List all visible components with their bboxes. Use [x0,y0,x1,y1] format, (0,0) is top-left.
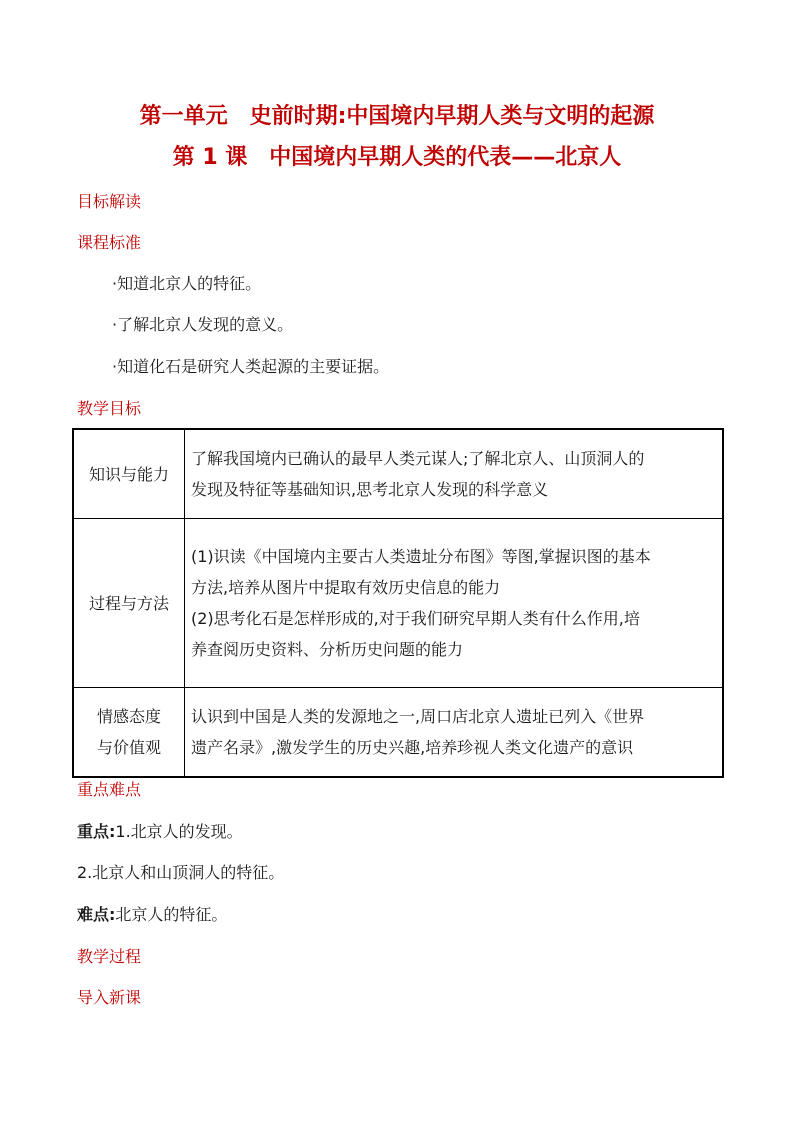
goal-category-label: 情感态度 [96,707,161,726]
heading-teaching-goals: 教学目标 [77,399,142,418]
difficult-point-text: 北京人的特征。 [115,905,228,924]
teaching-goals-table [72,428,724,778]
heading-goal-reading: 目标解读 [77,192,142,211]
goal-category [73,688,185,778]
goal-category [73,429,185,519]
heading-key-points: 重点难点 [77,780,142,799]
goal-description [185,519,724,688]
key-point-text: 1.北京人的发现。 [115,822,243,841]
curriculum-item: ·了解北京人发现的意义。 [112,315,294,334]
table-row [73,429,723,519]
difficult-point-line [77,905,227,925]
table-row [73,688,723,778]
goal-category-label: 知识与能力 [88,464,169,484]
goal-text: (1)识读《中国境内主要古人类遗址分布图》等图,掌握识图的基本 [191,547,651,566]
goal-text: 了解我国境内已确认的最早人类元谋人;了解北京人、山顶洞人的 [191,449,645,468]
goal-category-label: 与价值观 [96,738,161,757]
curriculum-item: ·知道化石是研究人类起源的主要证据。 [112,357,390,376]
goal-text: 认识到中国是人类的发源地之一,周口店北京人遗址已列入《世界 [191,707,645,726]
heading-process: 教学过程 [77,947,142,966]
lesson-title: 第 1 课 中国境内早期人类的代表——北京人 [172,145,622,170]
goal-description [185,688,724,778]
curriculum-item: ·知道北京人的特征。 [112,274,262,293]
goal-text: 养查阅历史资料、分析历史问题的能力 [191,640,464,659]
heading-intro: 导入新课 [77,988,142,1007]
goal-text: 方法,培养从图片中提取有效历史信息的能力 [191,578,501,597]
table-row [73,519,723,688]
goal-category [73,519,185,688]
unit-title: 第一单元 史前时期:中国境内早期人类与文明的起源 [139,104,655,129]
goal-category-label: 过程与方法 [88,593,169,613]
difficult-label: 难点: [77,905,116,924]
goal-text: 发现及特征等基础知识,思考北京人发现的科学意义 [191,480,549,499]
goal-text: (2)思考化石是怎样形成的,对于我们研究早期人类有什么作用,培 [191,609,640,628]
key-point-line: 2.北京人和山顶洞人的特征。 [77,863,285,882]
key-point-line [77,822,243,842]
goal-text: 遗产名录》,激发学生的历史兴趣,培养珍视人类文化遗产的意识 [191,738,634,757]
key-label: 重点: [77,822,116,841]
heading-curriculum: 课程标准 [77,233,142,252]
goal-description [185,429,724,519]
